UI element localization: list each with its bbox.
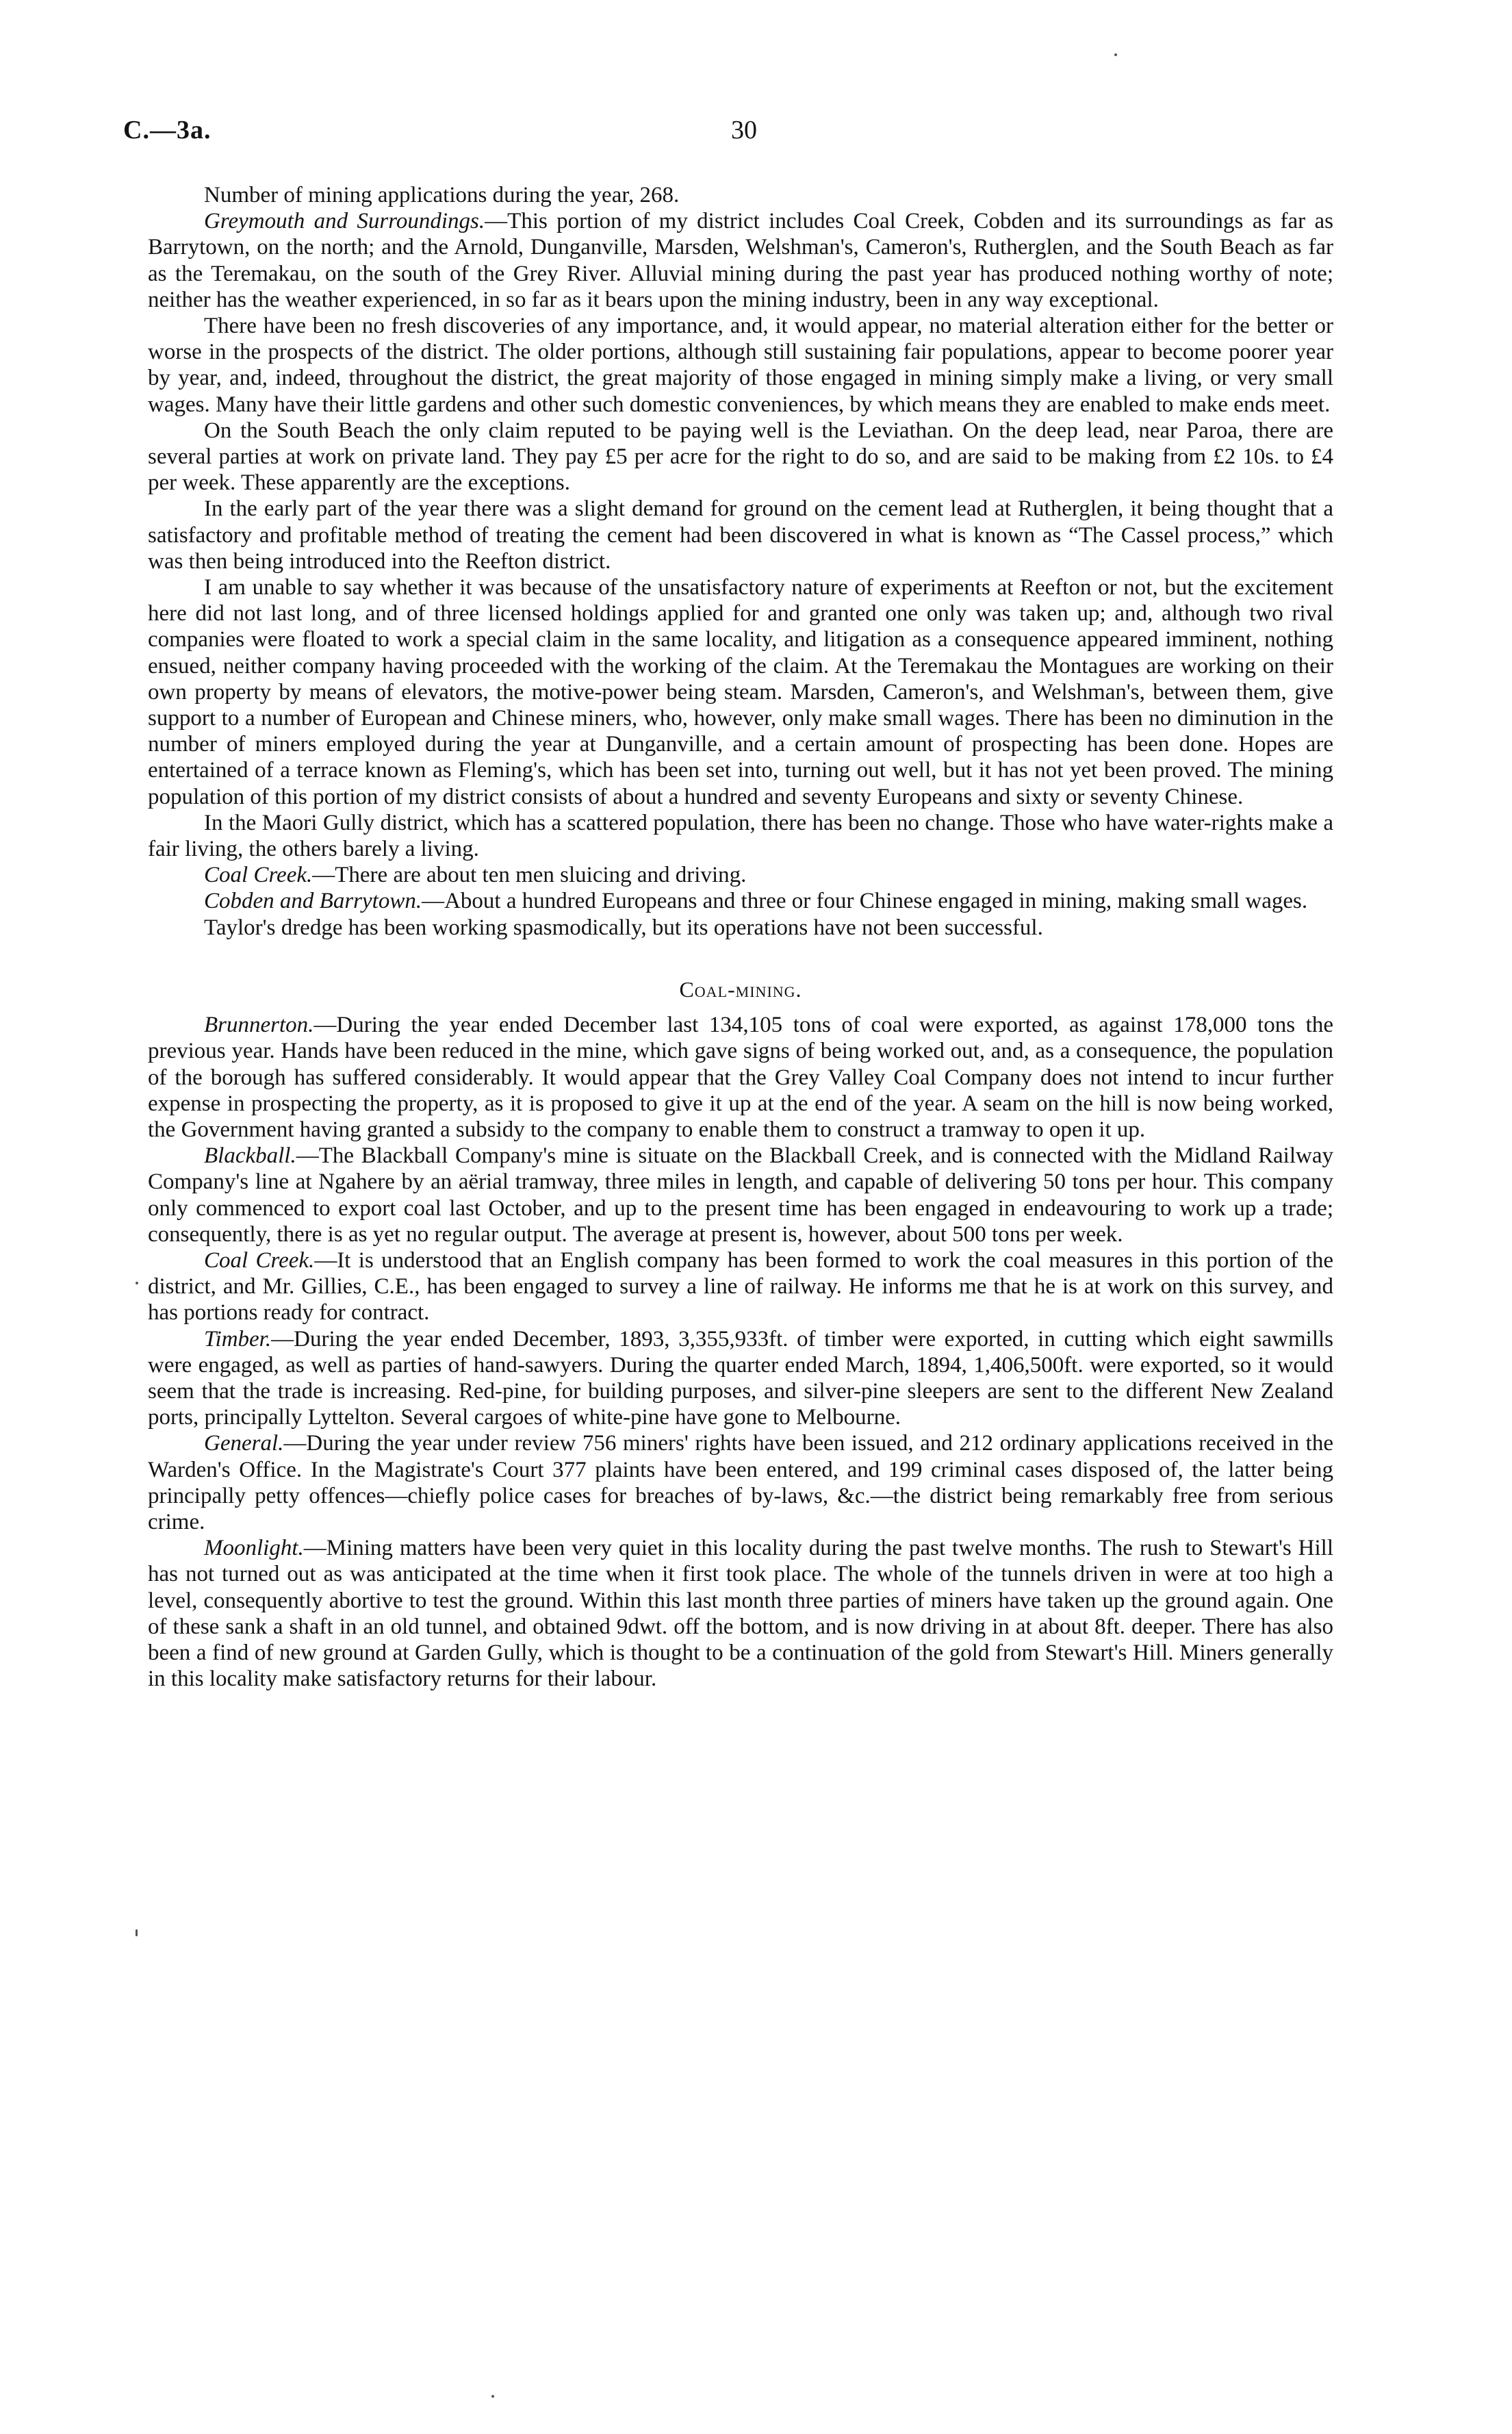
- paragraph-applications: [148, 182, 1333, 208]
- paragraph-general: [148, 1430, 1333, 1535]
- scan-speck: [1114, 53, 1117, 56]
- page-body: [148, 182, 1333, 1692]
- paragraph-text: Taylor's dredge has been working spasmodically, but its operations have not been successful.: [204, 915, 1043, 940]
- scan-speck: [136, 1282, 138, 1284]
- paragraph-lead: Greymouth and Surroundings.: [204, 209, 485, 234]
- paragraph-lead: Brunnerton.: [204, 1013, 314, 1038]
- paragraph-text: —The Blackball Company's mine is situate on the Blackball Creek, and is connected with the Midland Railway Company's line at Ngahere by an aërial tramway, three miles in length, and capable of delivering 50 tons per hour. This company only commenced to export coal last October, and up to the present time has been engaged in endeavouring to work up a trade; consequently, there is as yet no regular output. The average at present is, however, about 500 tons per week.: [148, 1143, 1333, 1247]
- paragraph-coal-creek-railway: [148, 1247, 1333, 1326]
- paragraph-taylors-dredge: [148, 915, 1333, 941]
- paragraph-text: I am unable to say whether it was because of the unsatisfactory nature of experiments at Reefton or not, but the excitement here did not last long, and of three licensed holdings applied for and granted one only was taken up; and, although two rival companies were floated to work a special claim in the same locality, and litigation as a consequence appeared imminent, nothing ensued, neither company having proceeded with the working of the claim. At the Teremakau the Montagues are working on their own property by means of elevators, the motive-power being steam. Marsden, Cameron's, and Welshman's, between them, give support to a number of European and Chinese miners, who, however, only make small wages. There has been no diminution in the number of miners employed during the year at Dunganville, and a certain amount of prospecting has been done. Hopes are entertained of a terrace known as Fleming's, which has been set into, turning out well, but it has not yet been proved. The mining population of this portion of my district consists of about a hundred and seventy Europeans and sixty or seventy Chinese.: [148, 575, 1333, 809]
- paragraph-timber: [148, 1326, 1333, 1431]
- paragraph-text: —During the year ended December, 1893, 3,355,933ft. of timber were exported, in cutting which eight sawmills were engaged, as well as parties of hand-sawyers. During the quarter ended March, 1894, 1,406,500ft. were exported, so it would seem that the trade is increasing. Red-pine, for building purposes, and silver-pine sleepers are sent to the different New Zealand ports, principally Lyttelton. Several cargoes of white-pine have gone to Melbourne.: [148, 1326, 1333, 1430]
- paragraph-text: —During the year ended December last 134,105 tons of coal were exported, as against 178,000 tons the previous year. Hands have been reduced in the mine, which gave signs of being worked out, and, as a consequence, the population of the borough has suffered considerably. It would appear that the Grey Valley Coal Company does not intend to incur further expense in prospecting the property, as it is proposed to give it up at the end of the year. A seam on the hill is now being worked, the Government having granted a subsidy to the company to enable them to construct a tramway to open it up.: [148, 1013, 1333, 1142]
- paragraph-text: —It is understood that an English company has been formed to work the coal measures in this portion of the district, and Mr. Gillies, C.E., has been engaged to survey a line of railway. He informs me that he is at work on this survey, and has portions ready for contract.: [148, 1247, 1333, 1326]
- paragraph-text: In the Maori Gully district, which has a scattered population, there has been no change. Those who have water-rights make a fair living, the others barely a living.: [148, 810, 1333, 862]
- paragraph-lead: Cobden and Barrytown.: [204, 889, 422, 914]
- paragraph-south-beach: [148, 418, 1333, 496]
- paragraph-greymouth: [148, 208, 1333, 313]
- paragraph-text: —Mining matters have been very quiet in this locality during the past twelve months. The rush to Stewart's Hill has not turned out as was anticipated at the time when it first took place. The whole of the tunnels driven in were at too high a level, consequently abortive to test the ground. Within this last month three parties of miners have taken up the ground again. One of these sank a shaft in an old tunnel, and obtained 9dwt. off the bottom, and is now driving in at about 8ft. deeper. There has also been a find of new ground at Garden Gully, which is thought to be a continuation of the gold from Stewart's Hill. Miners generally in this locality make satisfactory returns for their labour.: [148, 1536, 1333, 1692]
- paragraph-lead: Coal Creek.: [204, 1247, 315, 1273]
- paragraph-text: —This portion of my district includes Coal Creek, Cobden and its surroundings as far as Barrytown, on the north; and the Arnold, Dunganville, Marsden, Welshman's, Cameron's, Rutherglen, and the South Beach as far as the Teremakau, on the south of the Grey River. Alluvial mining during the past year has produced nothing worthy of note; neither has the weather experienced, in so far as it bears upon the mining industry, been in any way exceptional.: [148, 209, 1333, 312]
- paragraph-brunnerton: [148, 1012, 1333, 1143]
- paragraph-rutherglen: [148, 496, 1333, 574]
- paragraph-lead: General.: [204, 1431, 284, 1456]
- scan-speck: [136, 1929, 138, 1936]
- section-heading-coal-mining: Coal-mining.: [679, 976, 802, 1002]
- paragraph-no-discoveries: [148, 313, 1333, 418]
- paragraph-text: Number of mining applications during the year, 268.: [204, 183, 680, 207]
- paragraph-text: —About a hundred Europeans and three or four Chinese engaged in mining, making small wages.: [422, 889, 1308, 914]
- paragraph-maori-gully: [148, 810, 1333, 862]
- paragraph-text: There have been no fresh discoveries of any importance, and, it would appear, no material alteration either for the better or worse in the prospects of the district. The older portions, although still sustaining fair populations, appear to become poorer year by year, and, indeed, throughout the district, the great majority of those engaged in mining simply make a living, or very small wages. Many have their little gardens and other such domestic conveniences, by which means they are enabled to make ends meet.: [148, 314, 1333, 417]
- paragraph-text: —There are about ten men sluicing and driving.: [312, 863, 747, 888]
- paragraph-text: In the early part of the year there was a slight demand for ground on the cement lead at Rutherglen, it being thought that a satisfactory and profitable method of treating the cement had been discovered in what is known as “The Cassel process,” which was then being introduced into the Reefton district.: [148, 496, 1333, 574]
- page-header: [0, 115, 1512, 156]
- scan-speck: [491, 2395, 494, 2398]
- paragraph-moonlight: [148, 1535, 1333, 1692]
- paragraph-blackball: [148, 1143, 1333, 1247]
- paragraph-reefton: [148, 574, 1333, 810]
- paragraph-text: On the South Beach the only claim reputed to be paying well is the Leviathan. On the deep lead, near Paroa, there are several parties at work on private land. They pay £5 per acre for the right to do so, and are said to be making from £2 10s. to £4 per week. These apparently are the exceptions.: [148, 418, 1333, 496]
- paragraph-lead: Moonlight.: [204, 1536, 304, 1561]
- paragraph-coal-creek: [148, 862, 1333, 888]
- paragraph-lead: Blackball.: [204, 1143, 296, 1169]
- document-reference: C.—3a.: [123, 116, 212, 144]
- paragraph-lead: Timber.: [204, 1326, 272, 1352]
- paragraph-lead: Coal Creek.: [204, 863, 313, 888]
- page-number: 30: [731, 116, 757, 144]
- paragraph-cobden: [148, 888, 1333, 914]
- paragraph-text: —During the year under review 756 miners' rights have been issued, and 212 ordinary applications received in the Warden's Office. In the Magistrate's Court 377 plaints have been entered, and 199 criminal cases disposed of, the latter being principally petty offences—chiefly police cases for breaches of by-laws, &c.—the district being remarkably free from serious crime.: [148, 1431, 1333, 1534]
